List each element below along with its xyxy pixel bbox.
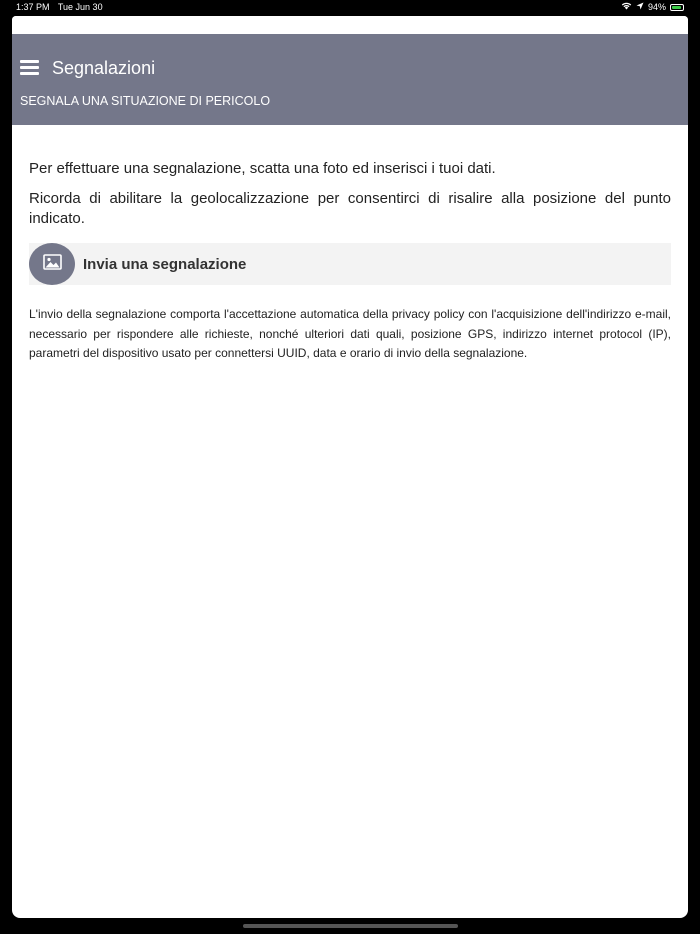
send-report-label: Invia una segnalazione — [83, 255, 247, 273]
home-indicator[interactable] — [243, 924, 458, 928]
location-arrow-icon — [636, 2, 644, 12]
intro-text: Per effettuare una segnalazione, scatta una foto ed inserisci i tuoi dati. — [29, 160, 496, 177]
main-content — [12, 125, 688, 364]
send-report-button[interactable] — [29, 243, 671, 285]
battery-percent: 94% — [647, 2, 666, 12]
status-bar — [0, 0, 700, 16]
page-title: Segnalazioni — [52, 58, 156, 78]
report-icon-circle — [29, 243, 75, 285]
geolocation-note: Ricorda di abilitare la geolocalizzazione per consentirci di risalire alla posizione del punto indicato. — [29, 190, 671, 227]
image-icon — [43, 254, 62, 275]
top-strip — [12, 16, 688, 34]
status-date: Tue Jun 30 — [57, 2, 103, 12]
status-right — [621, 2, 684, 12]
page-subtitle: SEGNALA UNA SITUAZIONE DI PERICOLO — [20, 94, 271, 108]
battery-icon — [670, 4, 684, 11]
hamburger-menu-button[interactable] — [20, 60, 40, 76]
status-left — [16, 2, 109, 12]
app-window — [12, 16, 688, 918]
privacy-disclaimer: L'invio della segnalazione comporta l'accettazione automatica della privacy policy con l'acquisizione dell'indirizzo e-mail, necessario per rispondere alle richieste, nonché ulteriori dati quali, posizione GPS, indirizzo internet protocol (IP), parametri del dispositivo usato per connettersi UUID, data e orario di invio della segnalazione. — [29, 307, 671, 360]
wifi-icon — [621, 2, 632, 12]
battery-fill — [672, 6, 681, 9]
app-header — [12, 34, 688, 125]
status-time: 1:37 PM — [16, 2, 50, 12]
